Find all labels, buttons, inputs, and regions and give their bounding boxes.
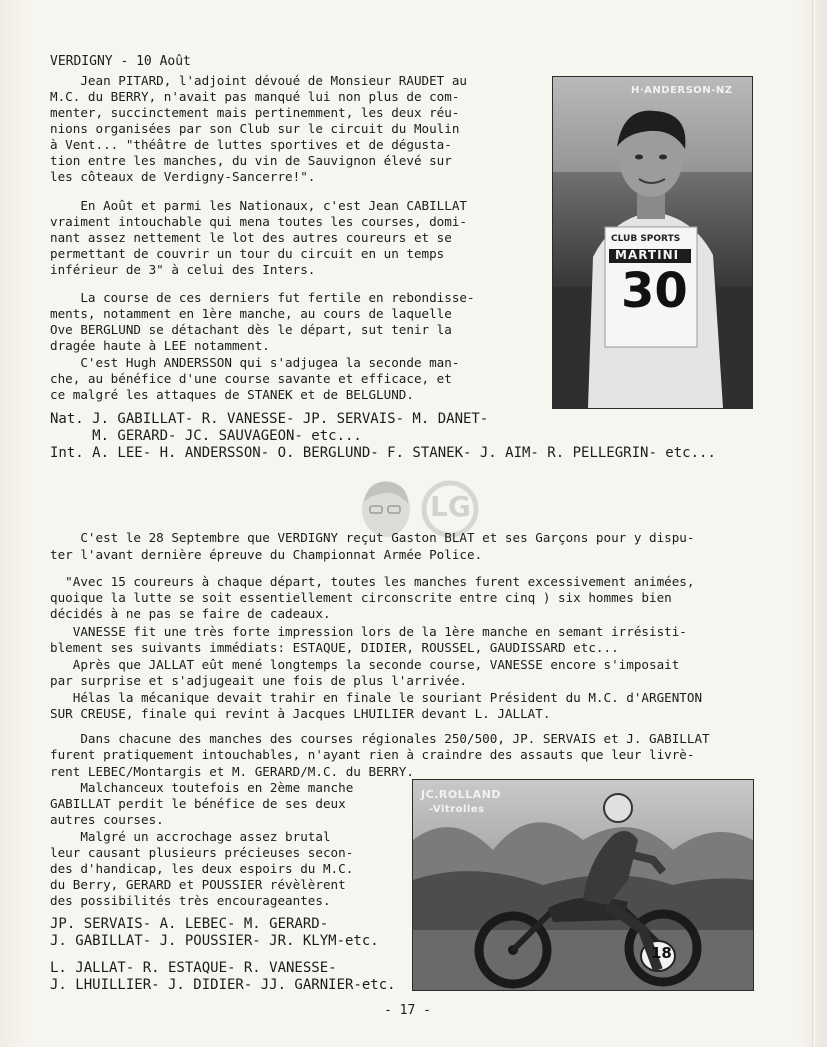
text-line: En Août et parmi les Nationaux, c'est Jean CABILLAT bbox=[50, 198, 468, 213]
text-line: leur causant plusieurs précieuses secon- bbox=[50, 845, 354, 860]
text-line: La course de ces derniers fut fertile en rebondisse- bbox=[50, 290, 475, 305]
results-line: Nat. J. GABILLAT- R. VANESSE- JP. SERVAIS- M. DANET- bbox=[50, 411, 489, 427]
text-line: GABILLAT perdit le bénéfice de ses deux bbox=[50, 796, 346, 811]
bib-number: 30 bbox=[621, 263, 688, 319]
text-line: "Avec 15 coureurs à chaque départ, toutes les manches furent excessivement animées, bbox=[50, 574, 695, 589]
results-line: M. GERARD- JC. SAUVAGEON- etc... bbox=[50, 428, 362, 444]
text-line: ter l'avant dernière épreuve du Championnat Armée Police. bbox=[50, 547, 483, 562]
text-line: menter, succinctement mais pertinemment, les deux réu- bbox=[50, 105, 460, 120]
bib-brand-text: MARTINI bbox=[615, 248, 680, 262]
text-line: dragée haute à LEE notamment. bbox=[50, 338, 270, 353]
text-line: Dans chacune des manches des courses régionales 250/500, JP. SERVAIS et J. GABILLAT bbox=[50, 731, 710, 746]
page-number: - 17 - bbox=[384, 1003, 431, 1018]
results-line: J. GABILLAT- J. POUSSIER- JR. KLYM-etc. bbox=[50, 933, 379, 949]
photo-caption: H·ANDERSON-NZ bbox=[631, 85, 733, 96]
text-line: inférieur de 3" à celui des Inters. bbox=[50, 262, 316, 277]
text-line: ments, notamment en 1ère manche, au cours de laquelle bbox=[50, 306, 452, 321]
text-line: C'est Hugh ANDERSSON qui s'adjugea la seconde man- bbox=[50, 355, 460, 370]
photo-caption-town: -Vitrolles bbox=[429, 804, 485, 815]
text-line: décidés à ne pas se faire de cadeaux. bbox=[50, 606, 331, 621]
text-line: quoique la lutte se soit essentiellement circonscrite entre cinq ) six hommes bien bbox=[50, 590, 672, 605]
text-line: nions organisées par son Club sur le circuit du Moulin bbox=[50, 121, 460, 136]
text-line: vraiment intouchable qui mena toutes les courses, domi- bbox=[50, 214, 468, 229]
text-line: permettant de couvrir un tour du circuit en un temps bbox=[50, 246, 445, 261]
text-line: blement ses suivants immédiats: ESTAQUE, DIDIER, ROUSSEL, GAUDISSARD etc... bbox=[50, 640, 619, 655]
text-line: nant assez nettement le lot des autres coureurs et se bbox=[50, 230, 452, 245]
text-line: autres courses. bbox=[50, 812, 164, 827]
text-line: des possibilités très encourageantes. bbox=[50, 893, 331, 908]
text-line: Malchanceux toutefois en 2ème manche bbox=[50, 780, 354, 795]
motocross-rider-photo bbox=[413, 780, 753, 990]
page-fold-shadow bbox=[812, 0, 815, 1047]
results-line: J. LHUILLIER- J. DIDIER- JJ. GARNIER-etc. bbox=[50, 977, 396, 993]
text-line: furent pratiquement intouchables, n'ayant rien à craindre des assauts que leur livrè- bbox=[50, 747, 695, 762]
text-line: par surprise et s'adjugeait une fois de plus l'arrivée. bbox=[50, 673, 468, 688]
results-line: Int. A. LEE- H. ANDERSSON- O. BERGLUND- F. STANEK- J. AIM- R. PELLEGRIN- etc... bbox=[50, 445, 716, 461]
bib-sponsor-text: CLUB SPORTS bbox=[611, 234, 681, 244]
text-line: des d'handicap, les deux espoirs du M.C. bbox=[50, 861, 354, 876]
text-line: rent LEBEC/Montargis et M. GERARD/M.C. du BERRY. bbox=[50, 764, 414, 779]
section-title: VERDIGNY - 10 Août bbox=[50, 54, 191, 69]
text-line: Après que JALLAT eût mené longtemps la seconde course, VANESSE encore s'imposait bbox=[50, 657, 680, 672]
results-line: L. JALLAT- R. ESTAQUE- R. VANESSE- bbox=[50, 960, 337, 976]
watermark-text: LG bbox=[430, 490, 471, 523]
text-line: tion entre les manches, du vin de Sauvignon élevé sur bbox=[50, 153, 452, 168]
text-line: M.C. du BERRY, n'avait pas manqué lui non plus de com- bbox=[50, 89, 460, 104]
plate-number: 18 bbox=[651, 944, 672, 962]
text-line: ce malgré les attaques de STANEK et de BELGLUND. bbox=[50, 387, 414, 402]
text-line: à Vent... "théâtre de luttes sportives et de dégusta- bbox=[50, 137, 452, 152]
text-line: VANESSE fit une très forte impression lors de la 1ère manche en semant irrésisti- bbox=[50, 624, 687, 639]
rider-portrait-photo bbox=[553, 77, 752, 408]
text-line: Hélas la mécanique devait trahir en finale le souriant Président du M.C. d'ARGENTON bbox=[50, 690, 703, 705]
text-line: Ove BERGLUND se détachant dès le départ, sut tenir la bbox=[50, 322, 452, 337]
text-line: Jean PITARD, l'adjoint dévoué de Monsieur RAUDET au bbox=[50, 73, 468, 88]
text-line: che, au bénéfice d'une course savante et efficace, et bbox=[50, 371, 452, 386]
text-line: SUR CREUSE, finale qui revint à Jacques LHUILIER devant L. JALLAT. bbox=[50, 706, 551, 721]
photo-caption-name: JC.ROLLAND bbox=[421, 788, 502, 801]
text-line: du Berry, GERARD et POUSSIER révèlèrent bbox=[50, 877, 346, 892]
text-line: les côteaux de Verdigny-Sancerre!". bbox=[50, 169, 316, 184]
text-line: Malgré un accrochage assez brutal bbox=[50, 829, 331, 844]
text-line: C'est le 28 Septembre que VERDIGNY reçut Gaston BLAT et ses Garçons pour y dispu- bbox=[50, 530, 695, 545]
results-line: JP. SERVAIS- A. LEBEC- M. GERARD- bbox=[50, 916, 329, 932]
